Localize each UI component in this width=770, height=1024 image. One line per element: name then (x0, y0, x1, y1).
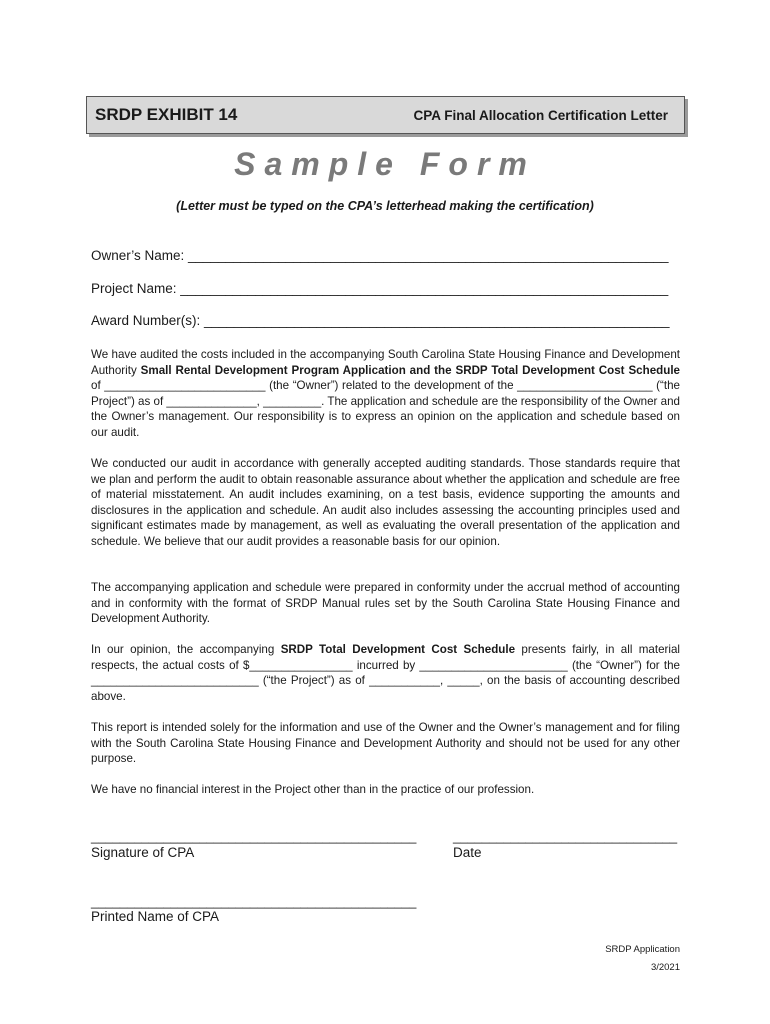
award-numbers-field[interactable]: Award Number(s): ______________________________________________________________ (91, 313, 670, 328)
project-name-field[interactable]: Project Name: _________________________________________________________________ (91, 281, 669, 296)
paragraph-accrual-method: The accompanying application and schedule were prepared in conformity under the accrual method of accounting and in conformity with the format of SRDP Manual rules set by the South Carolina State Housing Finance and Development Authority. (91, 581, 680, 626)
signature-label: Signature of CPA (91, 845, 195, 860)
paragraph-audit-scope-text-c: of _________________________ (the “Owner”) related to the development of the _____________________ (“the Project”) as of ______________, _________. The application and schedule are the responsibility of the Owner and the Owner’s management. Our responsibility is to express an opinion on the application and schedule based on our audit. (91, 379, 680, 439)
owner-name-field[interactable]: Owner’s Name: ________________________________________________________________ (91, 248, 669, 263)
printed-name-label: Printed Name of CPA (91, 909, 220, 924)
paragraph-audit-scope (91, 347, 680, 441)
paragraph-opinion-text-c: presents fairly, in all material respects, the actual costs of $________________ incurred by _______________________ (the “Owner”) for the __________________________ (“the Project”) as of ___________, _____, on the basis of accounting described above. (91, 643, 680, 703)
signature-line[interactable]: _____________________________________________ (91, 829, 417, 844)
paragraph-opinion-bold: SRDP Total Development Cost Schedule (280, 643, 516, 656)
date-line[interactable]: _______________________________ (453, 829, 678, 844)
footer-form-name: SRDP Application (605, 944, 680, 955)
exhibit-label: SRDP EXHIBIT 14 (95, 105, 238, 124)
paragraph-audit-standards: We conducted our audit in accordance with generally accepted auditing standards. Those standards require that we plan and perform the audit to obtain reasonable assurance about whether the application and schedule are free of material misstatement. An audit includes examining, on a test basis, evidence supporting the amounts and disclosures in the application and schedule. An audit also includes assessing the accounting principles used and significant estimates made by management, as well as evaluating the overall presentation of the application and schedule. We believe that our audit provides a reasonable basis for our opinion. (91, 457, 680, 548)
document-title: CPA Final Allocation Certification Letter (413, 108, 668, 123)
paragraph-audit-scope-bold: Small Rental Development Program Application and the SRDP Total Development Cost Schedule (140, 363, 680, 377)
printed-name-line[interactable]: _____________________________________________ (91, 894, 417, 909)
paragraph-intended-use: This report is intended solely for the information and use of the Owner and the Owner’s management and for filing with the South Carolina State Housing Finance and Development Authority and should not be used for any other purpose. (91, 721, 680, 766)
footer-revision-date: 3/2021 (650, 962, 680, 973)
paragraph-opinion (91, 642, 680, 704)
sample-form-title: Sample Form (234, 146, 536, 182)
letterhead-instruction: (Letter must be typed on the CPA’s letterhead making the certification) (176, 199, 594, 213)
paragraph-opinion-text-a: In our opinion, the accompanying (91, 643, 281, 656)
paragraph-no-financial-interest: We have no financial interest in the Project other than in the practice of our profession. (91, 783, 535, 796)
date-label: Date (453, 845, 482, 860)
exhibit-header-box (86, 96, 685, 134)
paragraph-audit-scope-text-a: We have audited the costs included in the accompanying South Carolina State Housing Finance and Development Authority (91, 348, 680, 377)
